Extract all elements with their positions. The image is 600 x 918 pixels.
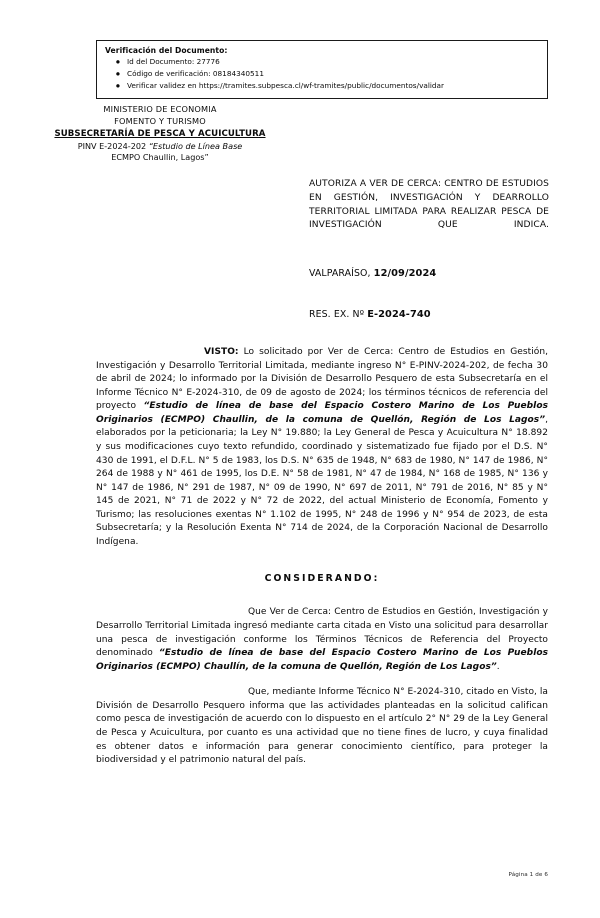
page-footer: Página 1 de 6 — [508, 872, 548, 878]
considerando-paragraph-2 — [96, 686, 548, 767]
visto-paragraph — [96, 346, 548, 549]
considerando-paragraph-1 — [96, 606, 548, 674]
resolution-label: RES. EX. Nº — [309, 309, 368, 320]
considerando-1-part-2: . — [496, 661, 500, 672]
verification-box — [96, 40, 548, 99]
ministry-header — [30, 104, 290, 164]
ministry-line-2: FOMENTO Y TURISMO — [114, 115, 206, 126]
ministry-line-1: MINISTERIO DE ECONOMIA — [103, 104, 217, 114]
verification-item-url: ● Verificar validez en https://tramites.subpesca.cl/wf-tramites/public/documentos/validar — [127, 80, 541, 92]
visto-keyword: VISTO: — [204, 347, 239, 357]
considerando-heading: CONSIDERANDO: — [264, 573, 380, 585]
considerando-2-text: Que, mediante Informe Técnico N° E-2024-310, citado en Visto, la División de Desarrollo Pesquero informa que las actividades planteadas en la solicitud califican como pesca de investigación de acuerdo con lo dispuesto en el artículo 2° N° 29 de la Ley General de Pesca y Acuicultura, por cuanto es una actividad que no tiene fines de lucro, y cuya finalidad es obtener datos e información para generar conocimiento científico, para proteger la biodiversidad y el patrimonio natural del país. — [96, 687, 548, 766]
verification-item-code: ● Código de verificación: 08184340511 — [127, 68, 541, 80]
considerando-1-part-1: Que Ver de Cerca: Centro de Estudios en Gestión, Investigación y Desarrollo Territorial Limitada ingresó mediante carta citada en Visto una solicitud para desarrollar una pesca de investigación conforme los Términos Técnicos de Referencia del Proyecto denominado — [96, 607, 548, 659]
visto-text-part-2: , elaborados por la peticionaria; la Ley N° 19.880; la Ley General de Pesca y Acuicultura N° 18.892 y sus modificaciones cuyo texto refundido, coordinado y sistematizado fue fijado por el D.S. N° 430 de 1991, el D.F.L. N° 5 de 1983, los D.S. N° 635 de 1948, N° 683 de 1980, N° 147 de 1986, N° 264 de 1988 y N° 461 de 1995, los D.E. N° 58 de 1981, N° 47 de 1984, N° 168 de 1985, N° 136 y N° 147 de 1986, N° 291 de 1987, N° 09 de 1990, N° 697 de 2011, N° 791 de 2016, N° 85 y N° 145 de 2021, N° 71 de 2022 y N° 72 de 2022, del actual Ministerio de Economía, Fomento y Turismo; las resoluciones exentas N° 1.102 de 1995, N° 248 de 1996 y N° 954 de 2023, de esta Subsecretaría; y la Resolución Exenta N° 714 de 2024, de la Corporación Nacional de Desarrollo Indígena. — [96, 414, 548, 547]
visto-project-title: “Estudio de línea de base del Espacio Costero Marino de Los Pueblos Originarios (ECMPO) Chaullin, de la comuna de Quellón, Región de Los Lagos” — [96, 401, 548, 425]
considerando-1-project-title: “Estudio de línea de base del Espacio Costero Marino de Los Pueblos Originarios (ECMPO) Chaullín, de la comuna de Quellón, Región de Los Lagos” — [96, 648, 549, 672]
verification-list — [105, 56, 541, 91]
place-label: VALPARAÍSO, — [309, 268, 374, 279]
resolution-number-value: E-2024-740 — [367, 309, 431, 320]
visto-text-part-1: Lo solicitado por Ver de Cerca: Centro de Estudios en Gestión, Investigación y Desarrollo Territorial Limitada, mediante ingreso N° E-PINV-2024-202, de fecha 30 de abril de 2024; lo informado por la División de Desarrollo Pesquero de esta Subsecretaría en el Informe Técnico N° E-2024-310, de 09 de agosto de 2024; los términos técnicos de referencia del proyecto — [96, 347, 548, 412]
resolution-subject: AUTORIZA A VER DE CERCA: CENTRO DE ESTUDIOS EN GESTIÓN, INVESTIGACIÓN Y DEARROLLO TERRITORIAL LIMITADA PARA REALIZAR PESCA DE INVESTIGACIÓN QUE INDICA. — [309, 179, 549, 231]
resolution-number — [309, 309, 431, 320]
project-code: PINV E-2024-202 — [77, 140, 149, 151]
project-name-line-2: ECMPO Chaullin, Lagos” — [111, 152, 209, 163]
verification-item-id: ● Id del Documento: 27776 — [127, 56, 541, 68]
date-value: 12/09/2024 — [373, 268, 437, 279]
place-date — [309, 268, 436, 279]
ministry-subsecretaria: SUBSECRETARÍA DE PESCA Y ACUICULTURA — [54, 128, 266, 139]
document-body — [96, 346, 548, 780]
project-code-line — [30, 141, 290, 153]
verification-title: Verificación del Documento: — [105, 46, 228, 55]
project-name-line-1: “Estudio de Línea Base — [148, 140, 243, 151]
